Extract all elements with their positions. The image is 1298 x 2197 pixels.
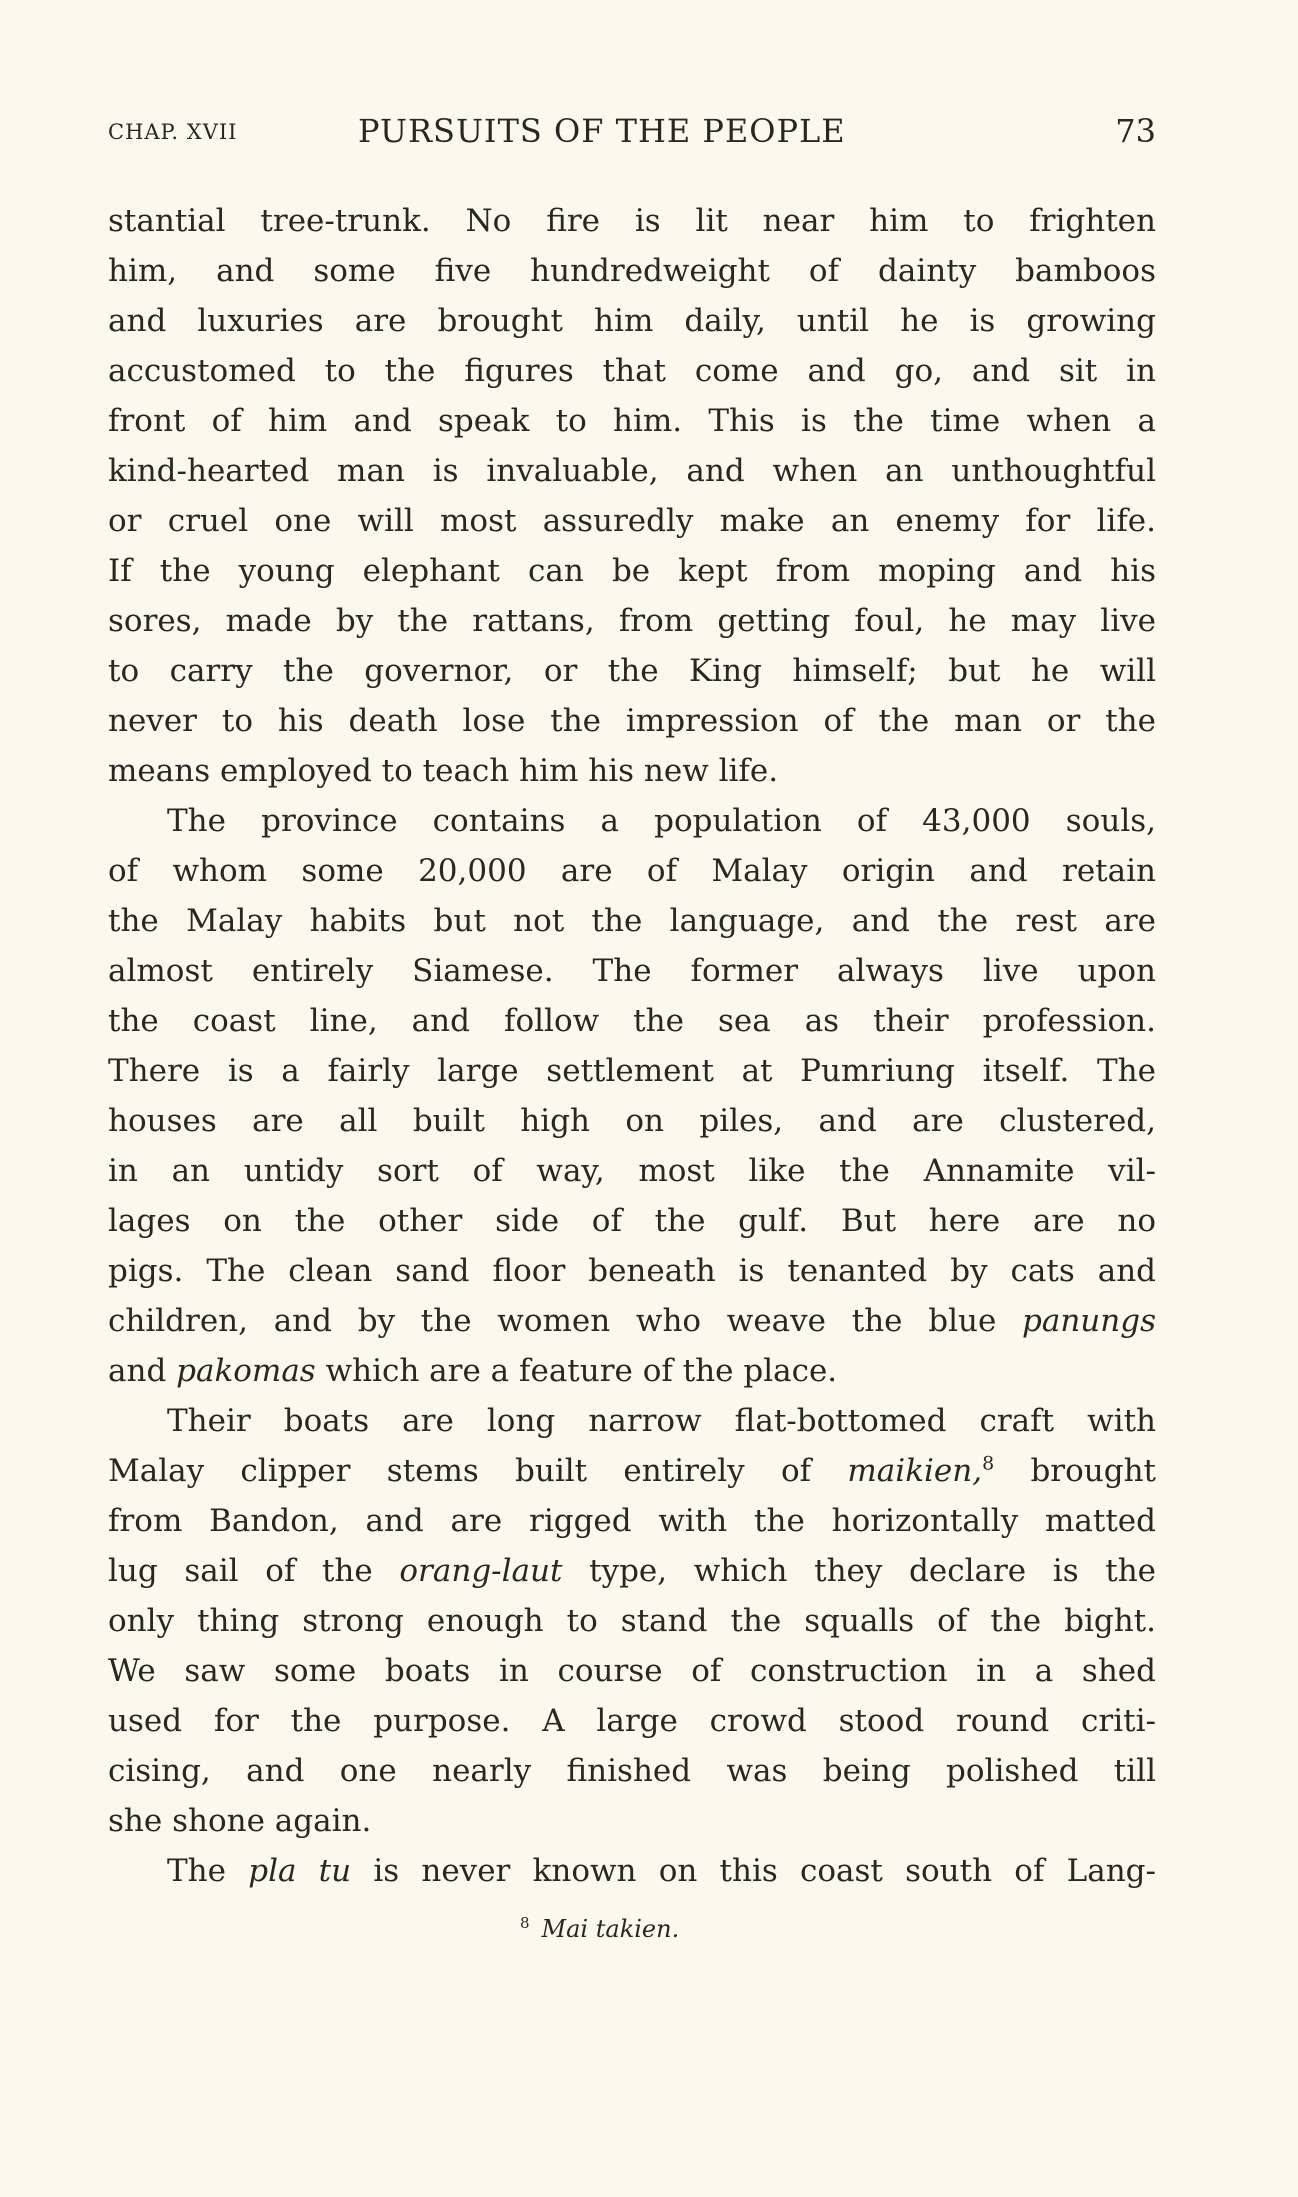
page-number: 73 — [1115, 112, 1156, 150]
italic-term: orang-laut — [399, 1553, 563, 1589]
text-line: never to his death lose the impression of the man or the — [108, 703, 1156, 739]
text-line: houses are all built high on piles, and are clustered, — [108, 1103, 1156, 1139]
text-line: The province contains a population of 43,000 souls, — [167, 803, 1156, 839]
text-run: The — [167, 1853, 249, 1889]
text-line: or cruel one will most assuredly make an enemy for life. — [108, 503, 1156, 539]
footnote-text: Mai takien. — [541, 1915, 680, 1943]
text-run: and — [108, 1353, 177, 1389]
text-line — [108, 1446, 1156, 1496]
text-line — [108, 1846, 1156, 1896]
text-line: pigs. The clean sand floor beneath is tenanted by cats and — [108, 1253, 1156, 1289]
text-line: used for the purpose. A large crowd stood round criti- — [108, 1703, 1156, 1739]
chapter-label: CHAP. XVII — [108, 120, 238, 144]
text-line: kind-hearted man is invaluable, and when an unthoughtful — [108, 453, 1156, 489]
text-line: If the young elephant can be kept from moping and his — [108, 553, 1156, 589]
text-line — [108, 1296, 1156, 1346]
text-line: sores, made by the rattans, from getting foul, he may live — [108, 603, 1156, 639]
text-line: she shone again. — [108, 1803, 372, 1839]
text-line: from Bandon, and are rigged with the horizontally matted — [108, 1503, 1156, 1539]
italic-term: panungs — [1022, 1303, 1156, 1339]
text-line: stantial tree-trunk. No fire is lit near him to frighten — [108, 203, 1156, 239]
text-line: in an untidy sort of way, most like the Annamite vil- — [108, 1153, 1156, 1189]
text-run: brought — [994, 1453, 1156, 1489]
text-line: We saw some boats in course of construction in a shed — [108, 1653, 1156, 1689]
text-line: almost entirely Siamese. The former always live upon — [108, 953, 1156, 989]
body-text — [108, 196, 1156, 1896]
text-line: the coast line, and follow the sea as their profession. — [108, 1003, 1156, 1039]
text-line: Their boats are long narrow flat-bottomed craft with — [167, 1403, 1156, 1439]
italic-term: maikien, — [847, 1453, 983, 1489]
text-line: accustomed to the figures that come and go, and sit in — [108, 353, 1156, 389]
text-line: to carry the governor, or the King himself; but he will — [108, 653, 1156, 689]
text-line — [108, 1346, 1156, 1396]
text-run: type, which they declare is the — [562, 1553, 1157, 1589]
text-line: only thing strong enough to stand the squalls of the bight. — [108, 1603, 1156, 1639]
italic-term: pla tu — [248, 1853, 352, 1889]
text-line: means employed to teach him his new life. — [108, 753, 779, 789]
text-line: cising, and one nearly finished was being polished till — [108, 1753, 1156, 1789]
text-line: lages on the other side of the gulf. But here are no — [108, 1203, 1156, 1239]
text-run: lug sail of the — [108, 1553, 400, 1589]
text-run: is never known on this coast south of Lang- — [351, 1853, 1156, 1889]
italic-term: pakomas — [176, 1353, 316, 1389]
text-line: of whom some 20,000 are of Malay origin and retain — [108, 853, 1156, 889]
running-head — [108, 112, 1156, 156]
text-line: There is a fairly large settlement at Pumriung itself. The — [108, 1053, 1156, 1089]
text-line: and luxuries are brought him daily, until he is growing — [108, 303, 1156, 339]
page-title: PURSUITS OF THE PEOPLE — [358, 112, 846, 150]
text-line: front of him and speak to him. This is the time when a — [108, 403, 1156, 439]
footnote-number: 8 — [520, 1914, 530, 1932]
text-run: Malay clipper stems built entirely of — [108, 1453, 848, 1489]
footnote — [520, 1915, 679, 1943]
text-line: him, and some five hundredweight of dainty bamboos — [108, 253, 1156, 289]
text-run: children, and by the women who weave the blue — [108, 1303, 1023, 1339]
text-run: which are a feature of the place. — [315, 1353, 838, 1389]
text-line: the Malay habits but not the language, and the rest are — [108, 903, 1156, 939]
footnote-reference: 8 — [982, 1452, 995, 1475]
text-line — [108, 1546, 1156, 1596]
